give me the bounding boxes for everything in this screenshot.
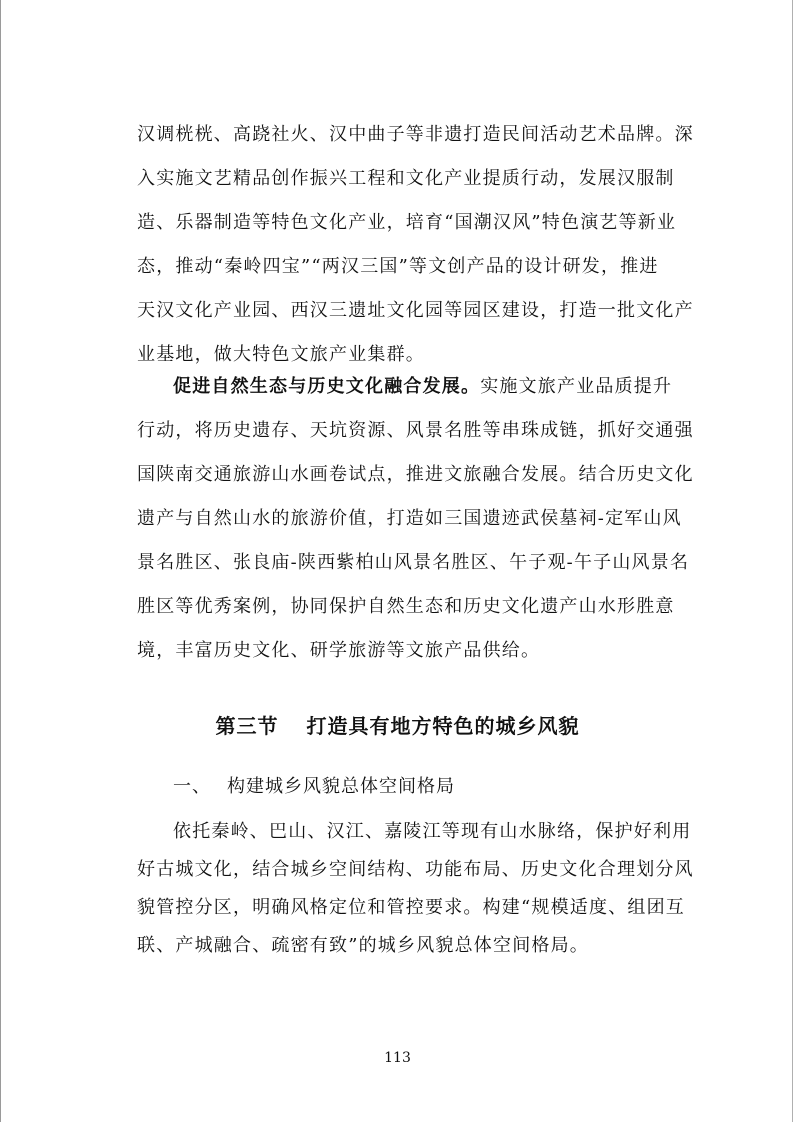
paragraph-line: 天汉文化产业园、西汉三遗址文化园等园区建设，打造一批文化产 — [137, 300, 694, 321]
paragraph-lead-rest: 实施文旅产业品质提升 — [480, 376, 673, 397]
paragraph-line: 好古城文化，结合城乡空间结构、功能布局、历史文化合理划分风 — [137, 859, 694, 880]
section-heading — [1, 710, 793, 739]
paragraph-line: 联、产城融合、疏密有致”的城乡风貌总体空间格局。 — [137, 935, 589, 956]
paragraph-line: 国陕南交通旅游山水画卷试点，推进文旅融合发展。结合历史文化 — [137, 464, 694, 485]
paragraph-line: 境，丰富历史文化、研学旅游等文旅产品供给。 — [137, 640, 541, 661]
paragraph-line: 遗产与自然山水的旅游价值，打造如三国遗迹武侯墓祠-定军山风 — [137, 508, 682, 529]
paragraph-line: 态，推动“秦岭四宝”“两汉三国”等文创产品的设计研发，推进 — [137, 256, 659, 277]
section-number: 第三节 — [215, 714, 279, 738]
paragraph-line: 胜区等优秀案例，协同保护自然生态和历史文化遗产山水形胜意 — [137, 596, 675, 617]
paragraph-line: 景名胜区、张良庙-陕西紫柏山风景名胜区、午子观-午子山风景名 — [137, 552, 690, 573]
section-title: 打造具有地方特色的城乡风貌 — [306, 714, 580, 738]
paragraph-line: 依托秦岭、巴山、汉江、嘉陵江等现有山水脉络，保护好利用 — [173, 821, 692, 842]
paragraph-line: 貌管控分区，明确风格定位和管控要求。构建“规模适度、组团互 — [137, 897, 685, 918]
subsection-number: 一、 — [173, 776, 211, 797]
subsection-title: 构建城乡风貌总体空间格局 — [227, 776, 455, 797]
page-number: 113 — [384, 1050, 411, 1066]
paragraph-line: 造、乐器制造等特色文化产业，培育“国潮汉风”特色演艺等新业 — [137, 212, 677, 233]
paragraph-line: 业基地，做大特色文旅产业集群。 — [137, 344, 425, 365]
paragraph-line: 汉调桄桄、高跷社火、汉中曲子等非遗打造民间活动艺术品牌。深 — [137, 124, 694, 145]
paragraph-first-line — [173, 376, 672, 398]
paragraph-line: 入实施文艺精品创作振兴工程和文化产业提质行动，发展汉服制 — [137, 168, 675, 189]
subsection-heading — [173, 772, 455, 798]
paragraph-lead-bold: 促进自然生态与历史文化融合发展。 — [173, 376, 481, 397]
paragraph-line: 行动，将历史遗存、天坑资源、风景名胜等串珠成链，抓好交通强 — [137, 420, 694, 441]
